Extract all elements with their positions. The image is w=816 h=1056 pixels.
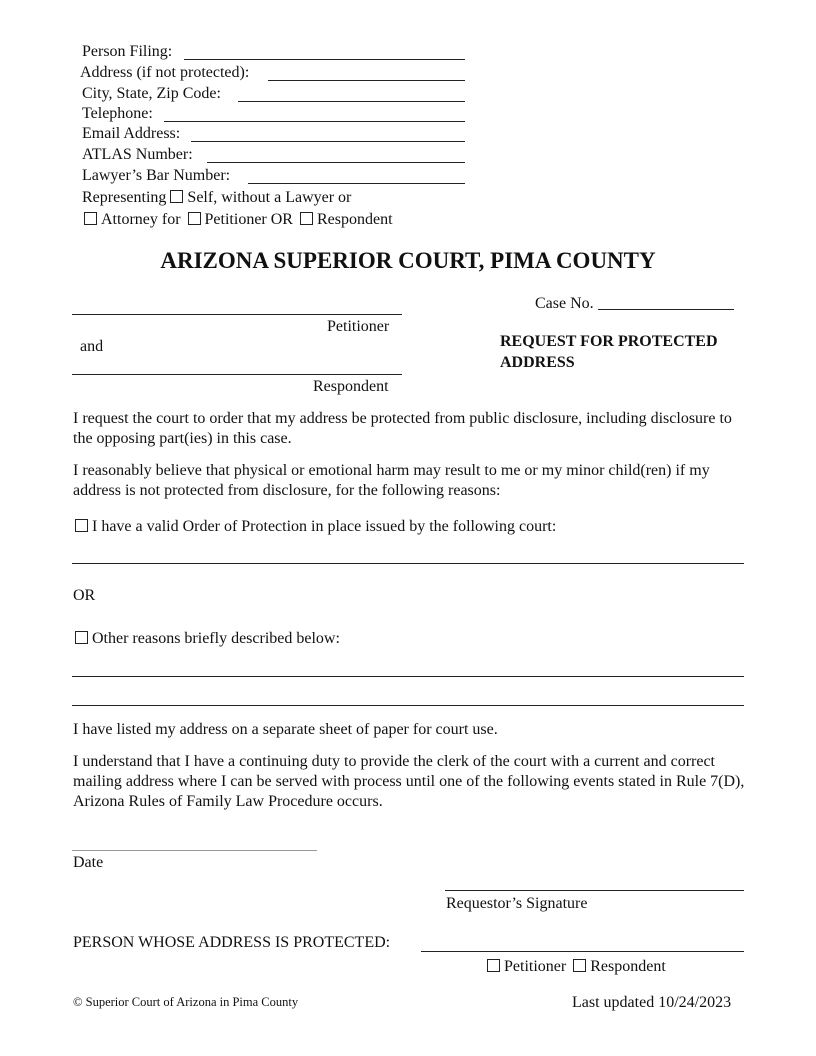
attorney-respondent-checkbox[interactable] bbox=[300, 212, 313, 225]
and-label: and bbox=[80, 338, 104, 355]
order-of-protection-checkbox[interactable] bbox=[75, 519, 88, 532]
last-updated: Last updated 10/24/2023 bbox=[572, 994, 732, 1011]
protected-respondent-label: Respondent bbox=[590, 958, 666, 975]
protected-role-options bbox=[487, 957, 666, 977]
respondent-label: Respondent bbox=[313, 378, 389, 395]
person-filing-label: Person Filing: bbox=[82, 43, 173, 60]
self-checkbox[interactable] bbox=[170, 190, 183, 203]
protected-petitioner-label: Petitioner bbox=[504, 958, 567, 975]
representing-label: Representing bbox=[82, 189, 167, 206]
signature-field[interactable] bbox=[445, 890, 744, 891]
other-reasons-line-1[interactable] bbox=[72, 676, 744, 677]
self-option-label: Self, without a Lawyer or bbox=[187, 189, 352, 206]
request-paragraph: I request the court to order that my address be protected from public disclosure, including disclosure to the opposing part(ies) in this case. bbox=[73, 410, 732, 447]
court-title: ARIZONA SUPERIOR COURT, PIMA COUNTY bbox=[160, 248, 656, 273]
representing-row bbox=[82, 188, 351, 208]
protected-person-field[interactable] bbox=[421, 951, 744, 952]
city-state-zip-field[interactable] bbox=[238, 101, 465, 102]
atlas-label: ATLAS Number: bbox=[82, 146, 193, 163]
petitioner-name-field[interactable] bbox=[72, 314, 402, 315]
email-field[interactable] bbox=[191, 141, 465, 142]
date-field[interactable] bbox=[72, 850, 317, 851]
duty-paragraph: I understand that I have a continuing duty to provide the clerk of the court with a current and correct mailing address where I can be served with process until one of the following events stated in Rule 7(D), Arizona Rules of Family Law Procedure occurs. bbox=[73, 753, 745, 810]
address-label: Address (if not protected): bbox=[80, 64, 250, 81]
date-label: Date bbox=[73, 854, 104, 871]
protected-petitioner-checkbox[interactable] bbox=[487, 959, 500, 972]
attorney-checkbox[interactable] bbox=[84, 212, 97, 225]
attorney-petitioner-checkbox[interactable] bbox=[188, 212, 201, 225]
other-reasons-checkbox[interactable] bbox=[75, 631, 88, 644]
case-no-field[interactable] bbox=[598, 309, 734, 310]
address-field[interactable] bbox=[268, 80, 465, 81]
belief-paragraph: I reasonably believe that physical or emotional harm may result to me or my minor child(ren) if my address is not protected from disclosure, for the following reasons: bbox=[73, 462, 710, 499]
order-option-label: I have a valid Order of Protection in place issued by the following court: bbox=[92, 518, 557, 535]
person-filing-field[interactable] bbox=[184, 59, 465, 60]
atlas-field[interactable] bbox=[207, 162, 465, 163]
other-option-label: Other reasons briefly described below: bbox=[92, 630, 340, 647]
listed-paragraph: I have listed my address on a separate sheet of paper for court use. bbox=[73, 721, 498, 738]
other-option bbox=[75, 629, 340, 649]
attorney-for-label: Attorney for bbox=[101, 211, 181, 228]
attorney-respondent-label: Respondent bbox=[316, 211, 393, 228]
attorney-petitioner-label: Petitioner OR bbox=[204, 211, 293, 228]
order-option bbox=[75, 517, 556, 537]
other-reasons-line-2[interactable] bbox=[72, 705, 744, 706]
or-label: OR bbox=[73, 587, 96, 604]
telephone-label: Telephone: bbox=[82, 105, 153, 122]
protected-respondent-checkbox[interactable] bbox=[573, 959, 586, 972]
issuing-court-field[interactable] bbox=[72, 563, 744, 564]
respondent-name-field[interactable] bbox=[72, 374, 402, 375]
telephone-field[interactable] bbox=[164, 121, 465, 122]
attorney-row bbox=[84, 210, 393, 230]
city-state-zip-label: City, State, Zip Code: bbox=[82, 85, 221, 102]
doc-title-line1: REQUEST FOR PROTECTED bbox=[500, 333, 718, 350]
protected-person-label: PERSON WHOSE ADDRESS IS PROTECTED: bbox=[73, 934, 391, 951]
case-no-label: Case No. bbox=[535, 295, 594, 312]
bar-number-label: Lawyer’s Bar Number: bbox=[82, 167, 231, 184]
email-label: Email Address: bbox=[82, 125, 181, 142]
bar-number-field[interactable] bbox=[248, 183, 465, 184]
requestor-signature-label: Requestor’s Signature bbox=[446, 895, 588, 912]
doc-title-line2: ADDRESS bbox=[500, 354, 575, 371]
petitioner-label: Petitioner bbox=[327, 318, 390, 335]
copyright-notice: © Superior Court of Arizona in Pima County bbox=[73, 995, 299, 1009]
